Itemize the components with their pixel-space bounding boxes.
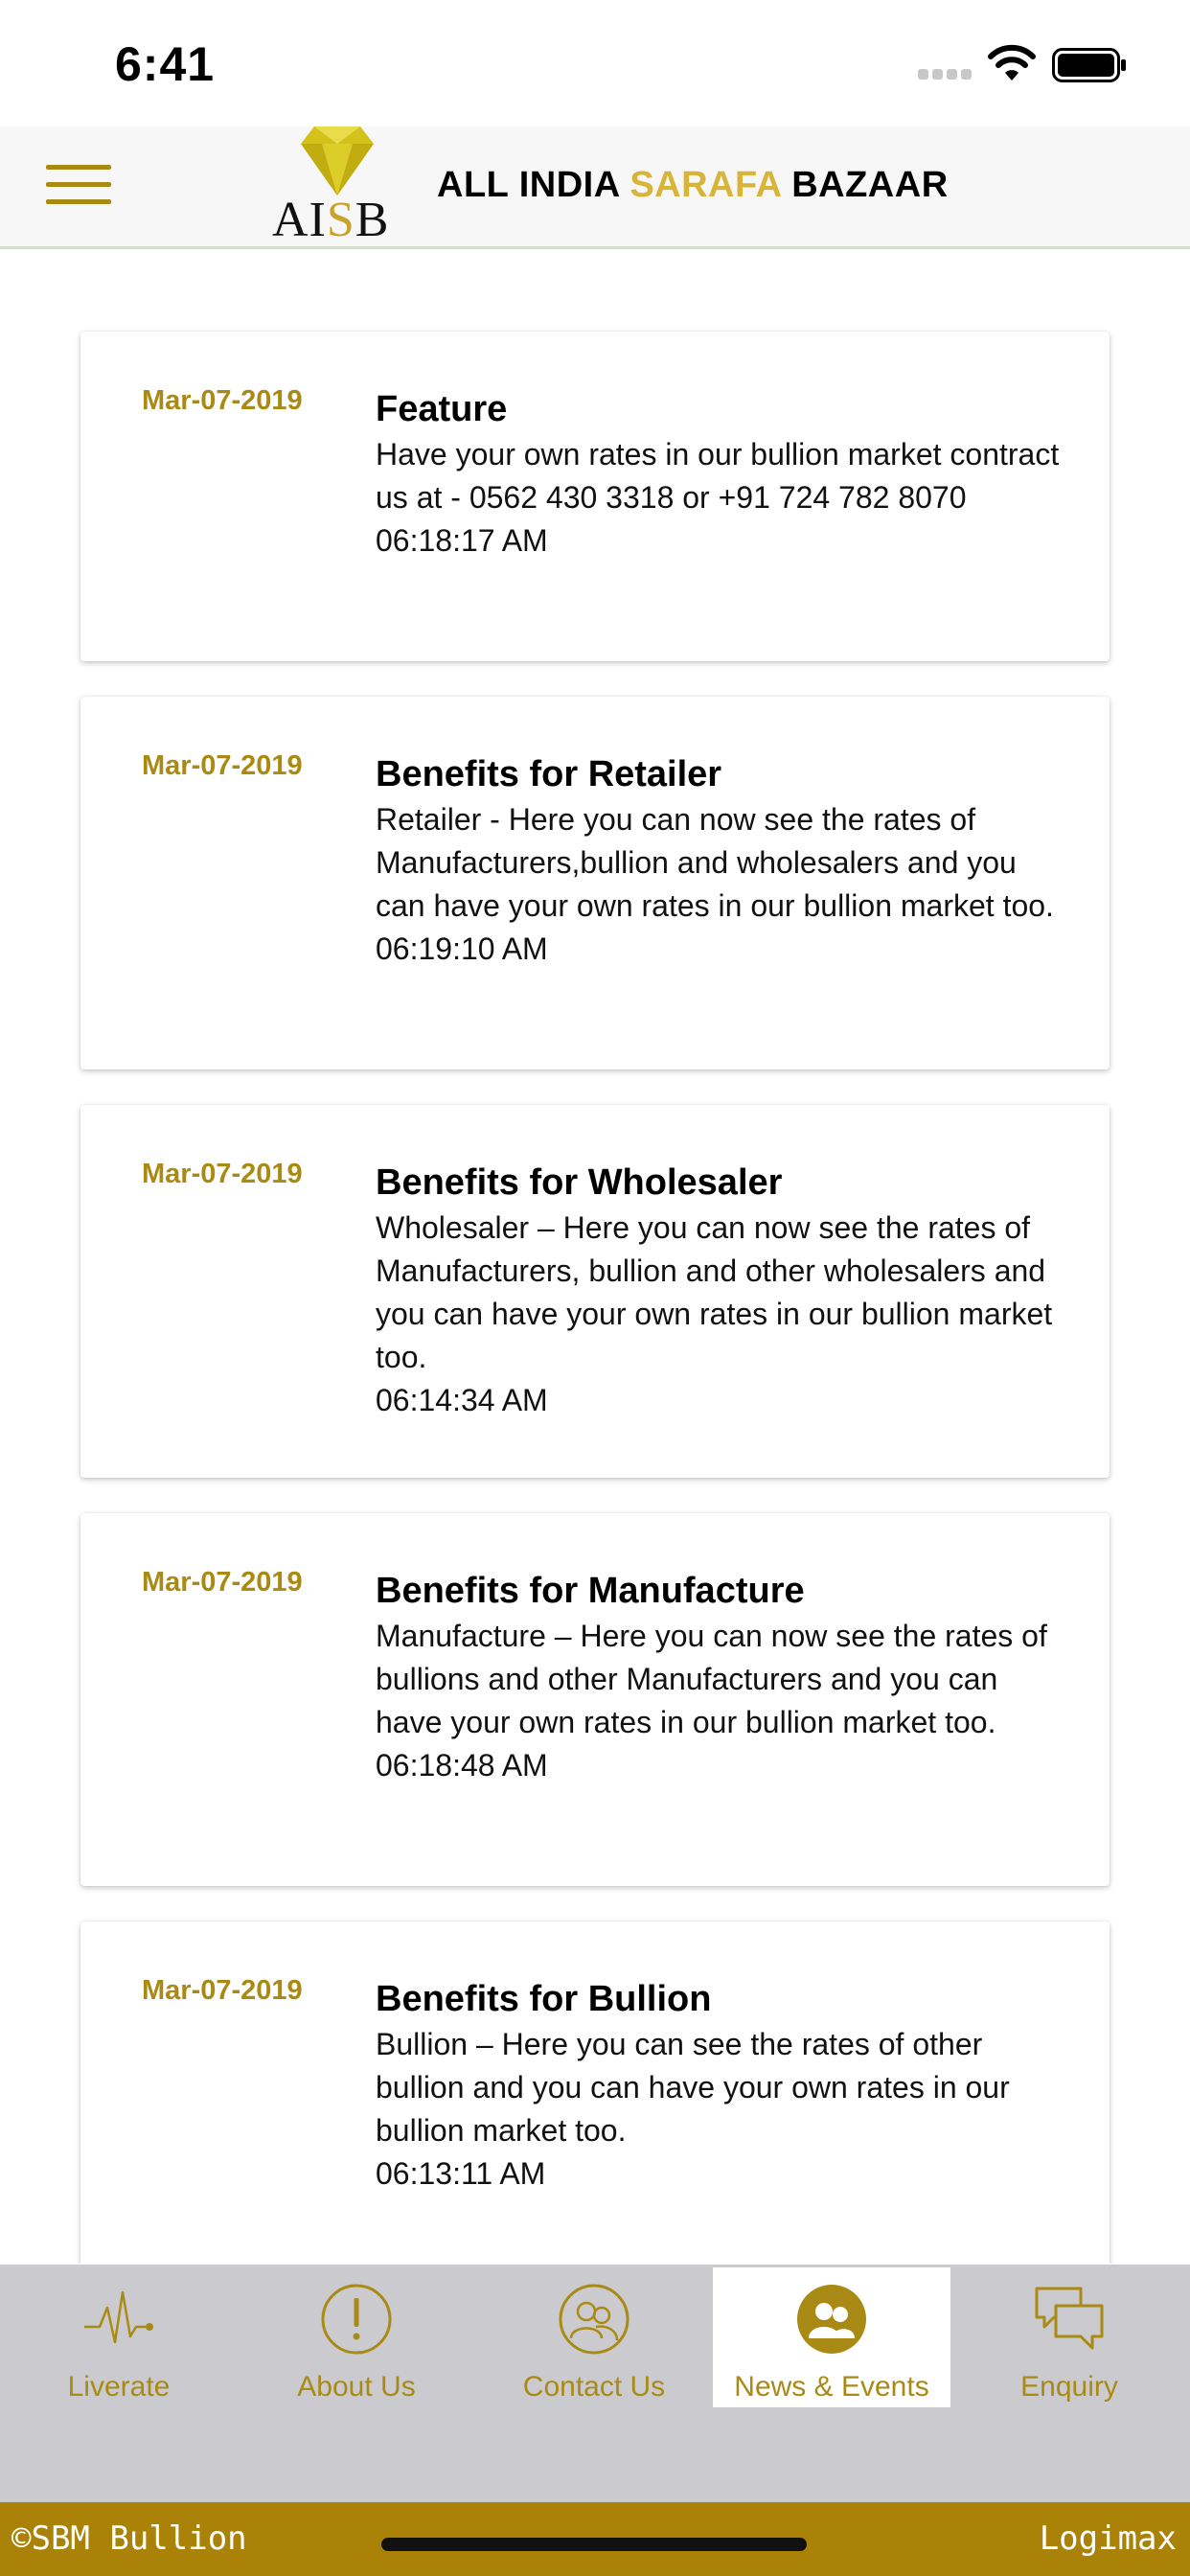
tab-label: News & Events — [734, 2371, 929, 2403]
news-body — [376, 385, 1065, 563]
news-text: Wholesaler – Here you can now see the rates of Manufacturers, bullion and other wholesalers and you can have your own rates in our bullion market too. — [376, 1210, 1053, 1374]
news-body — [376, 750, 1065, 971]
news-card[interactable] — [80, 697, 1110, 1070]
news-card[interactable] — [80, 332, 1110, 661]
news-list[interactable] — [0, 251, 1190, 2264]
news-title: Benefits for Retailer — [376, 754, 722, 794]
brand-title-part3: BAZAAR — [781, 165, 949, 205]
news-date: Mar-07-2019 — [142, 1975, 303, 2006]
news-date: Mar-07-2019 — [142, 750, 303, 781]
news-date: Mar-07-2019 — [142, 1567, 303, 1598]
people-icon — [795, 2283, 868, 2356]
news-text: Retailer - Here you can now see the rates of Manufacturers,bullion and wholesalers and you can have your own rates in our bullion market too. — [376, 802, 1054, 923]
status-bar — [0, 0, 1190, 126]
bottom-tab-bar — [0, 2265, 1190, 2502]
news-time: 06:13:11 AM — [376, 2156, 546, 2191]
news-time: 06:18:48 AM — [376, 1748, 548, 1782]
info-icon — [320, 2283, 393, 2356]
tab-liverate[interactable] — [0, 2267, 238, 2407]
news-body — [376, 1975, 1065, 2196]
news-title: Feature — [376, 389, 508, 429]
news-title: Benefits for Wholesaler — [376, 1162, 783, 1203]
news-card[interactable] — [80, 1513, 1110, 1886]
news-body — [376, 1159, 1065, 1422]
tab-label: Enquiry — [1020, 2371, 1118, 2403]
news-card[interactable] — [80, 1921, 1110, 2264]
brand-title-part2: SARAFA — [629, 165, 782, 205]
tab-enquiry[interactable] — [950, 2267, 1188, 2407]
news-body — [376, 1567, 1065, 1787]
tab-news-events[interactable] — [713, 2267, 950, 2407]
contacts-icon — [558, 2283, 630, 2356]
footer-credit: Logimax — [1039, 2519, 1177, 2558]
logo-text: AISB — [272, 193, 390, 247]
tab-about-us[interactable] — [238, 2267, 475, 2407]
diamond-icon — [301, 126, 374, 196]
news-title: Benefits for Bullion — [376, 1979, 712, 2019]
menu-icon[interactable] — [46, 165, 111, 209]
news-time: 06:14:34 AM — [376, 1383, 548, 1417]
news-text: Manufacture – Here you can now see the rates of bullions and other Manufacturers and you can have your own rates in our bullion market too. — [376, 1619, 1047, 1739]
news-title: Benefits for Manufacture — [376, 1571, 805, 1611]
aisb-logo — [268, 126, 402, 247]
brand-title — [437, 165, 949, 206]
home-indicator[interactable] — [381, 2538, 807, 2551]
chat-icon — [1033, 2283, 1106, 2356]
battery-icon — [1052, 48, 1127, 82]
news-time: 06:19:10 AM — [376, 932, 548, 966]
news-date: Mar-07-2019 — [142, 1159, 303, 1189]
pulse-icon — [82, 2283, 155, 2356]
tab-contact-us[interactable] — [475, 2267, 713, 2407]
tab-label: Contact Us — [522, 2371, 666, 2403]
news-time: 06:18:17 AM — [376, 523, 548, 558]
news-text: Bullion – Here you can see the rates of other bullion and you can have your own rates in our bullion market too. — [376, 2027, 1010, 2148]
news-card[interactable] — [80, 1105, 1110, 1478]
tab-label: About Us — [297, 2371, 416, 2403]
wifi-icon — [987, 44, 1037, 82]
brand-title-part1: ALL INDIA — [437, 165, 630, 205]
app-header — [0, 126, 1190, 249]
tab-label: Liverate — [67, 2371, 171, 2403]
news-date: Mar-07-2019 — [142, 385, 303, 416]
cellular-signal-icon — [918, 67, 975, 80]
status-time: 6:41 — [115, 37, 216, 91]
news-text: Have your own rates in our bullion market contract us at - 0562 430 3318 or +91 724 782 8070 — [376, 437, 1060, 515]
footer-copyright: ©SBM Bullion — [11, 2519, 247, 2558]
